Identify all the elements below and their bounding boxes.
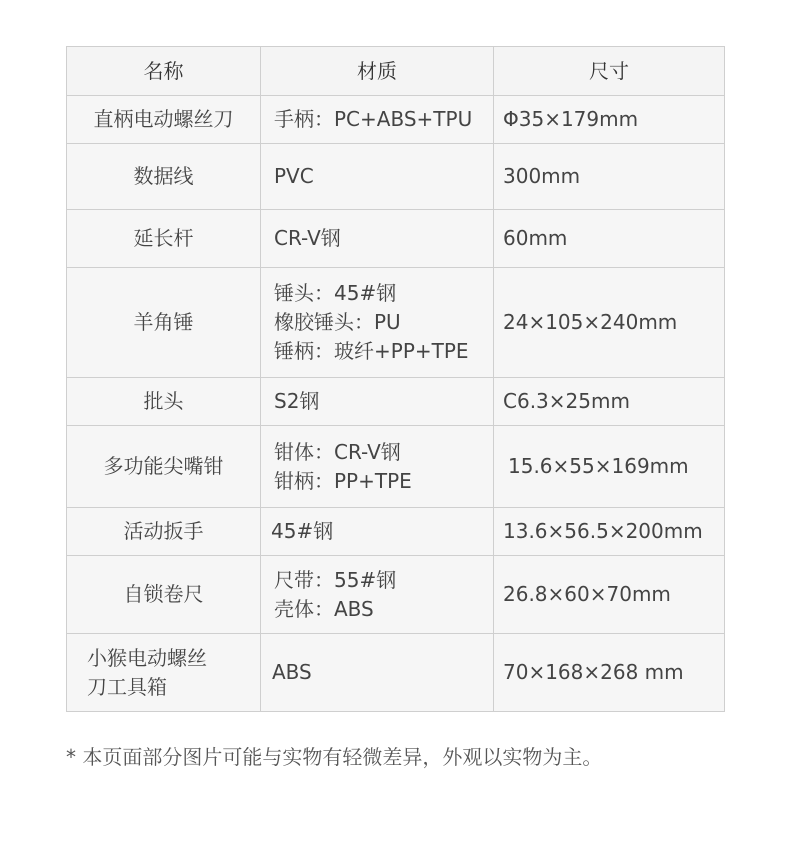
table-row bbox=[67, 210, 725, 268]
item-name bbox=[67, 268, 261, 378]
table-row bbox=[67, 96, 725, 144]
item-size: 13.6×56.5×200mm bbox=[494, 508, 725, 556]
footnote: * 本页面部分图片可能与实物有轻微差异，外观以实物为主。 bbox=[66, 745, 603, 769]
item-name bbox=[67, 210, 261, 268]
item-name-line: 延长杆 bbox=[133, 226, 194, 250]
material-line: CR-V钢 bbox=[274, 226, 341, 250]
material-line: S2钢 bbox=[274, 389, 320, 413]
table-row bbox=[67, 508, 725, 556]
item-name bbox=[67, 508, 261, 556]
material-line: 手柄：PC+ABS+TPU bbox=[274, 107, 473, 131]
table-row bbox=[67, 634, 725, 712]
header-material: 材质 bbox=[261, 47, 494, 96]
item-name bbox=[67, 378, 261, 426]
item-material bbox=[261, 508, 494, 556]
item-material bbox=[261, 144, 494, 210]
item-material bbox=[261, 556, 494, 634]
item-size: C6.3×25mm bbox=[494, 378, 725, 426]
item-name-line: 羊角锤 bbox=[133, 310, 194, 334]
item-material bbox=[261, 378, 494, 426]
material-line: 钳体：CR-V钢 bbox=[274, 439, 401, 464]
item-name bbox=[67, 556, 261, 634]
item-material bbox=[261, 96, 494, 144]
material-line: 壳体：ABS bbox=[274, 596, 374, 621]
header-name: 名称 bbox=[67, 47, 261, 96]
material-line: 锤柄：玻纤+PP+TPE bbox=[274, 339, 469, 363]
item-size: 15.6×55×169mm bbox=[494, 426, 725, 508]
item-name-line: 自锁卷尺 bbox=[123, 582, 204, 606]
spec-table bbox=[66, 46, 725, 712]
material-line: 45#钢 bbox=[271, 519, 334, 543]
item-size: 300mm bbox=[494, 144, 725, 210]
item-name bbox=[67, 426, 261, 508]
table-row bbox=[67, 144, 725, 210]
item-material bbox=[261, 426, 494, 508]
table-row bbox=[67, 426, 725, 508]
item-name bbox=[67, 96, 261, 144]
table-row bbox=[67, 556, 725, 634]
material-line: ABS bbox=[272, 660, 312, 684]
item-material bbox=[261, 210, 494, 268]
item-size: 26.8×60×70mm bbox=[494, 556, 725, 634]
item-name bbox=[67, 144, 261, 210]
item-name-line: 刀工具箱 bbox=[87, 674, 167, 699]
material-line: 钳柄：PP+TPE bbox=[274, 468, 412, 493]
item-name bbox=[67, 634, 261, 712]
item-size: 60mm bbox=[494, 210, 725, 268]
item-name-line: 直柄电动螺丝刀 bbox=[93, 107, 234, 131]
header-size: 尺寸 bbox=[494, 47, 725, 96]
item-size: Φ35×179mm bbox=[494, 96, 725, 144]
item-size: 24×105×240mm bbox=[494, 268, 725, 378]
item-name-line: 小猴电动螺丝 bbox=[87, 645, 207, 670]
item-material bbox=[261, 268, 494, 378]
material-line: 橡胶锤头：PU bbox=[274, 310, 401, 334]
material-line: PVC bbox=[274, 164, 314, 188]
item-name-line: 批头 bbox=[143, 389, 184, 413]
item-name-line: 活动扳手 bbox=[123, 519, 204, 543]
item-name-line: 数据线 bbox=[133, 164, 194, 188]
material-line: 锤头：45#钢 bbox=[274, 281, 397, 305]
item-material bbox=[261, 634, 494, 712]
table-row bbox=[67, 378, 725, 426]
table-row bbox=[67, 268, 725, 378]
item-size: 70×168×268 mm bbox=[494, 634, 725, 712]
material-line: 尺带：55#钢 bbox=[274, 567, 397, 592]
table-header-row bbox=[67, 47, 725, 96]
item-name-line: 多功能尖嘴钳 bbox=[103, 454, 224, 478]
